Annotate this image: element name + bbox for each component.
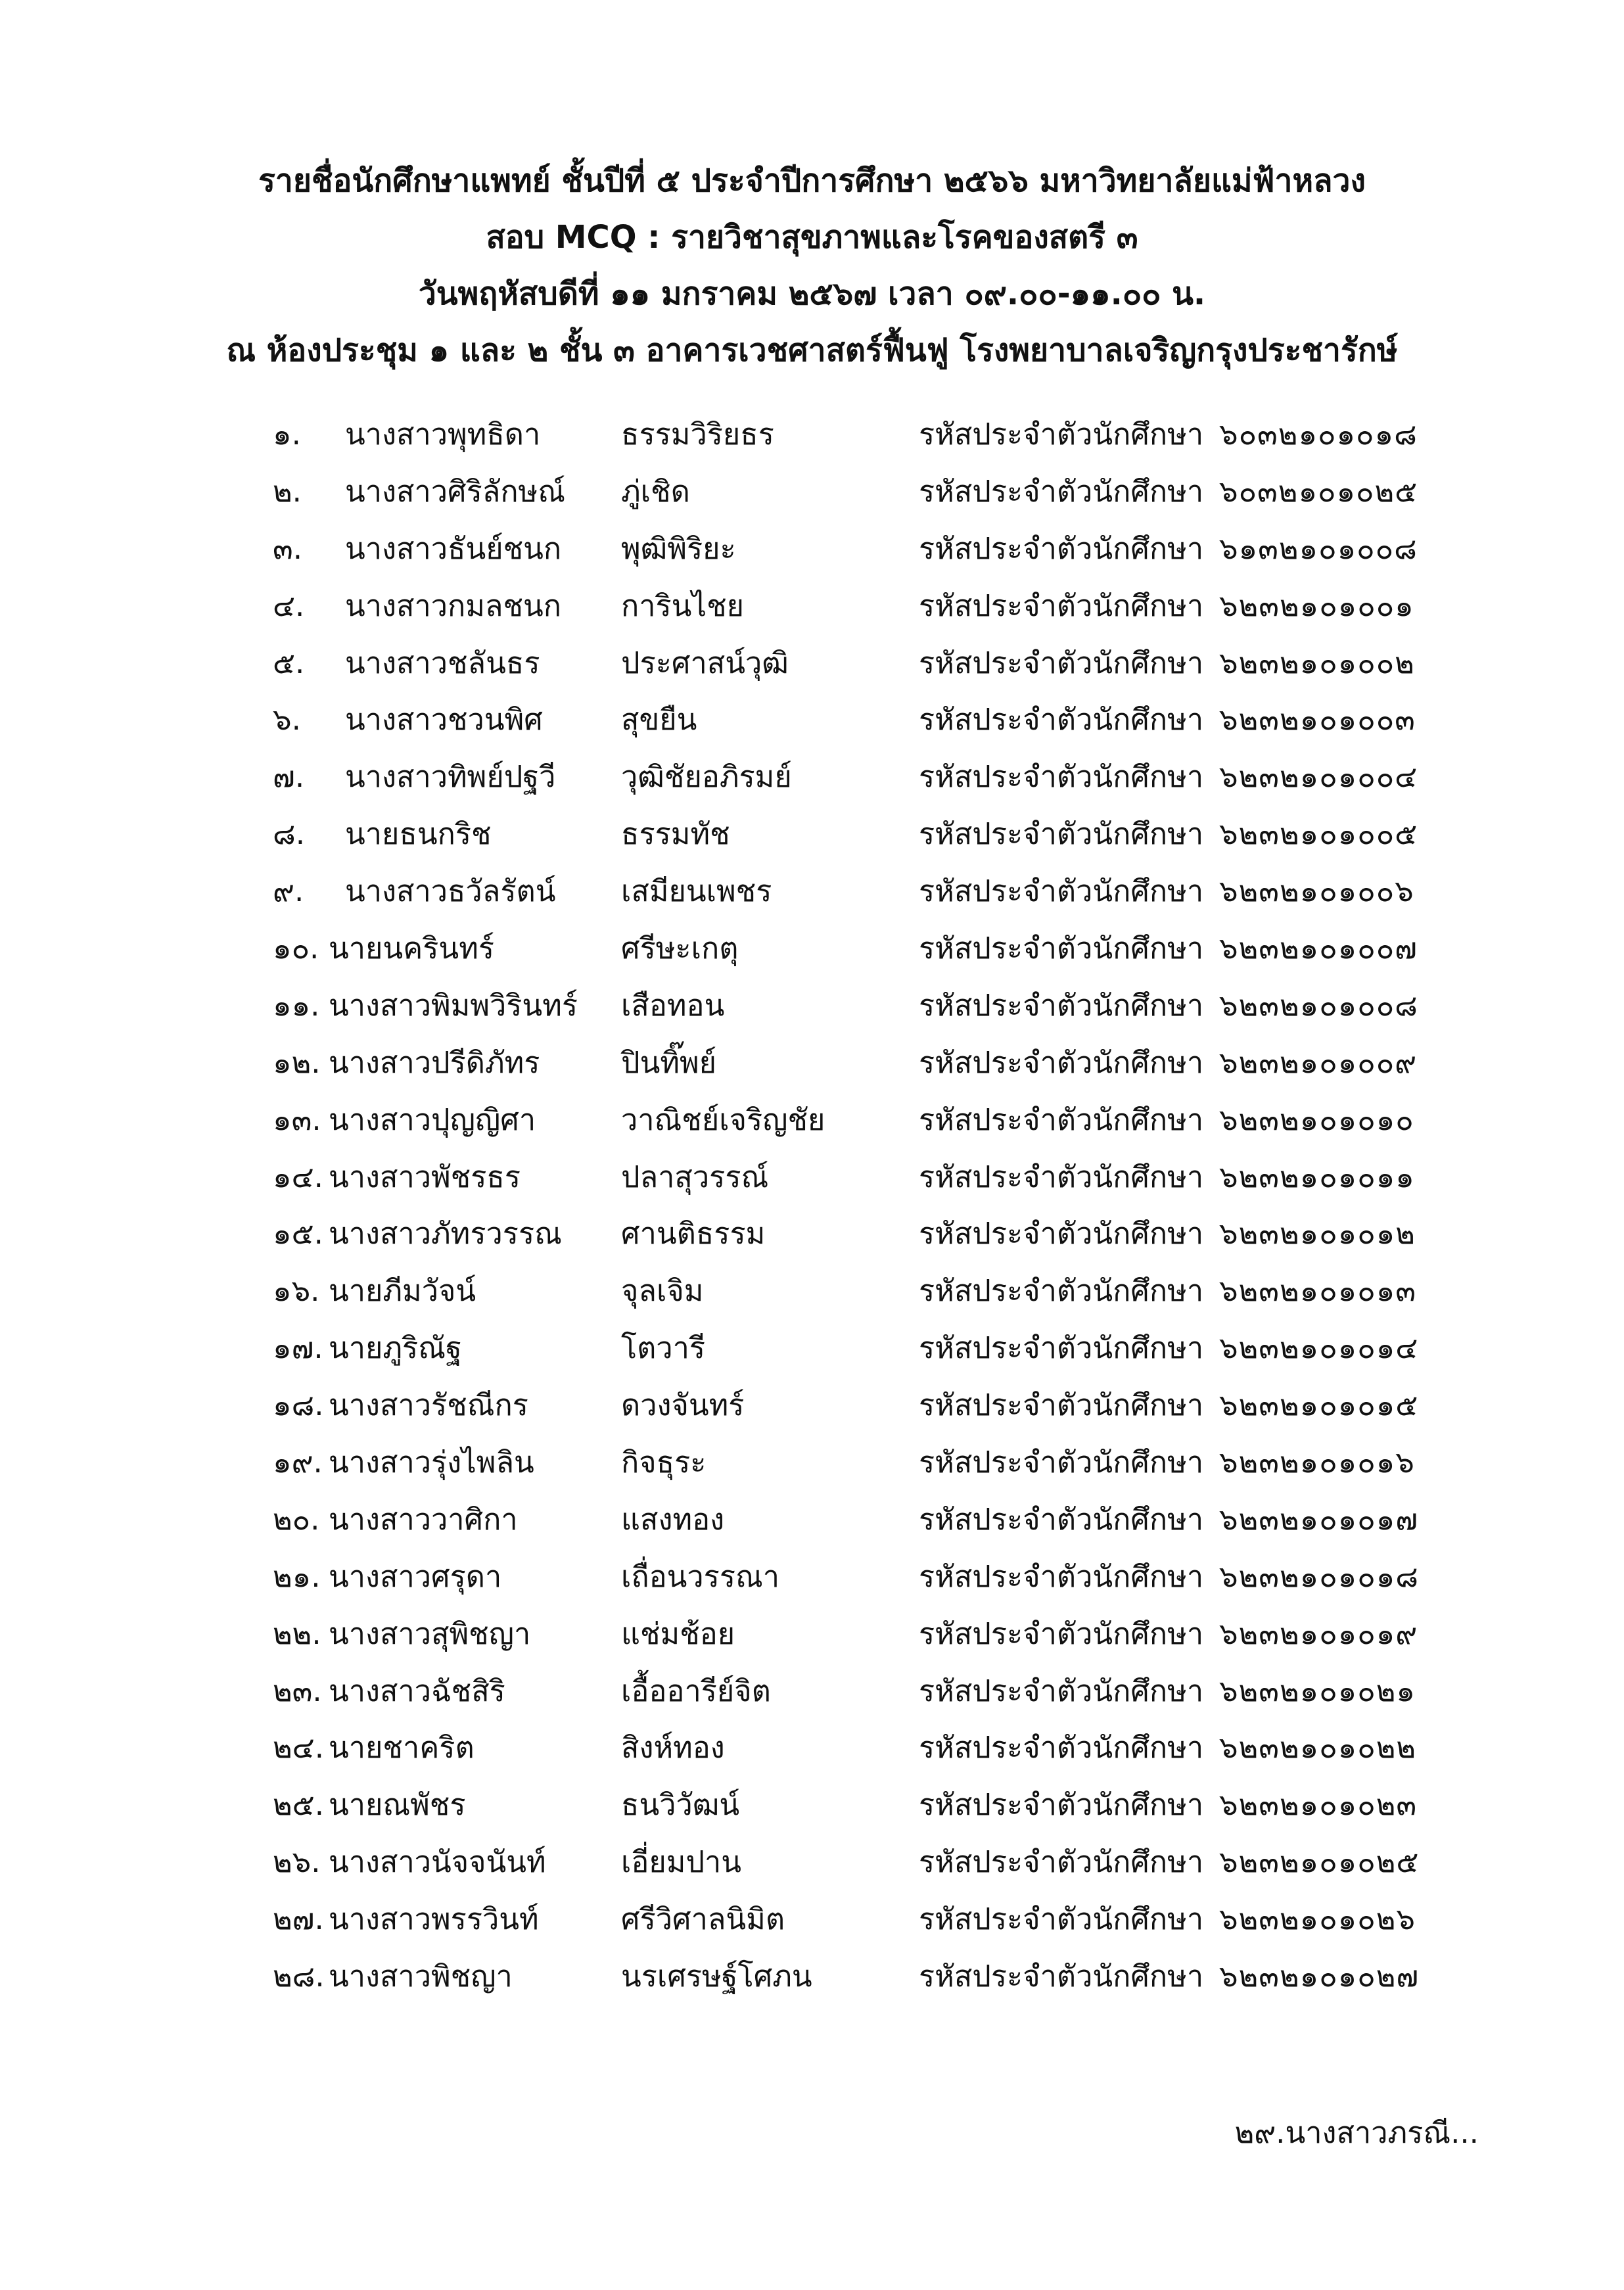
student-code-label: รหัสประจำตัวนักศึกษา <box>919 588 1204 623</box>
student-row <box>0 1606 1624 1663</box>
student-first-name: นางสาวนัจจนันท์ <box>329 1844 546 1880</box>
student-last-name: เอี่ยมปาน <box>621 1844 742 1880</box>
student-row <box>0 920 1624 977</box>
student-row <box>0 749 1624 806</box>
student-last-name: สุขยืน <box>621 702 697 737</box>
student-number: ๒๕. <box>273 1787 325 1823</box>
student-code: ๖๒๓๒๑๐๑๐๑๖ <box>1219 1445 1415 1480</box>
student-code: ๖๒๓๒๑๐๑๐๒๖ <box>1219 1902 1416 1937</box>
student-first-name: นายภีมวัจน์ <box>329 1273 476 1309</box>
student-code-label: รหัสประจำตัวนักศึกษา <box>919 1730 1204 1765</box>
student-row <box>0 1663 1624 1720</box>
document-header <box>0 152 1624 379</box>
student-first-name: นางสาวพุทธิดา <box>345 417 541 452</box>
student-last-name: พุฒิพิริยะ <box>621 530 736 566</box>
student-code: ๖๒๓๒๑๐๑๐๑๒ <box>1219 1216 1416 1251</box>
student-last-name: ปินทิ๊พย์ <box>621 1044 717 1080</box>
student-code: ๖๒๓๒๑๐๑๐๒๒ <box>1219 1730 1417 1765</box>
student-number: ๒๓. <box>273 1673 322 1708</box>
student-code-label: รหัสประจำตัวนักศึกษา <box>919 759 1204 795</box>
student-code: ๖๒๓๒๑๐๑๐๐๓ <box>1219 702 1416 737</box>
student-row <box>0 1434 1624 1491</box>
student-row <box>0 635 1624 692</box>
header-exam-datetime: วันพฤหัสบดีที่ ๑๑ มกราคม ๒๕๖๗ เวลา ๐๙.๐๐-๑๑.๐๐ น. <box>418 275 1206 312</box>
student-last-name: สิงห์ทอง <box>621 1730 725 1765</box>
student-number: ๑๒. <box>273 1044 321 1080</box>
student-number: ๙. <box>273 874 304 909</box>
student-code-label: รหัสประจำตัวนักศึกษา <box>919 931 1204 966</box>
student-code-label: รหัสประจำตัวนักศึกษา <box>919 1558 1204 1594</box>
student-last-name: ศรีวิศาลนิมิต <box>621 1902 785 1937</box>
student-row <box>0 406 1624 463</box>
student-number: ๔. <box>273 588 305 623</box>
student-first-name: นางสาวทิพย์ปฐวี <box>345 759 556 795</box>
student-number: ๑๓. <box>273 1102 321 1137</box>
student-code-label: รหัสประจำตัวนักศึกษา <box>919 1330 1204 1366</box>
student-row <box>0 463 1624 521</box>
student-code: ๖๒๓๒๑๐๑๐๑๗ <box>1219 1501 1419 1537</box>
student-row <box>0 1092 1624 1149</box>
student-row <box>0 578 1624 635</box>
header-exam-location: ณ ห้องประชุม ๑ และ ๒ ชั้น ๓ อาคารเวชศาสตร์ฟื้นฟู โรงพยาบาลเจริญกรุงประชารักษ์ <box>226 332 1398 369</box>
student-code: ๖๒๓๒๑๐๑๐๑๓ <box>1219 1273 1417 1309</box>
student-code: ๖๒๓๒๑๐๑๐๐๖ <box>1219 874 1414 909</box>
student-row <box>0 863 1624 920</box>
student-last-name: เถื่อนวรรณา <box>621 1558 780 1594</box>
student-row <box>0 1549 1624 1606</box>
student-last-name: เสือทอน <box>621 987 725 1023</box>
student-code-label: รหัสประจำตัวนักศึกษา <box>919 1445 1204 1480</box>
student-first-name: นายชาคริต <box>329 1730 475 1765</box>
student-last-name: ธรรมวิริยธร <box>621 417 774 452</box>
student-first-name: นางสาวปุญญิศา <box>329 1102 536 1137</box>
student-number: ๓. <box>273 530 303 566</box>
student-row <box>0 691 1624 749</box>
student-row <box>0 1035 1624 1092</box>
student-code: ๖๒๓๒๑๐๑๐๑๙ <box>1219 1616 1418 1651</box>
student-first-name: นางสาววาศิกา <box>329 1501 518 1537</box>
student-code-label: รหัสประจำตัวนักศึกษา <box>919 1216 1204 1251</box>
student-number: ๑๐. <box>273 931 319 966</box>
student-first-name: นายภูริณัฐ <box>329 1330 462 1366</box>
student-number: ๑. <box>273 417 301 452</box>
student-code: ๖๒๓๒๑๐๑๐๐๔ <box>1219 759 1418 795</box>
student-last-name: แช่มช้อย <box>621 1616 735 1651</box>
student-code-label: รหัสประจำตัวนักศึกษา <box>919 1787 1204 1823</box>
student-code-label: รหัสประจำตัวนักศึกษา <box>919 874 1204 909</box>
student-row <box>0 1377 1624 1434</box>
student-last-name: ศานติธรรม <box>621 1216 766 1251</box>
student-number: ๒๘. <box>273 1959 325 1994</box>
student-last-name: โตวารี <box>621 1330 706 1366</box>
student-first-name: นางสาวปรีดิภัทร <box>329 1044 540 1080</box>
student-code: ๖๒๓๒๑๐๑๐๐๗ <box>1219 931 1418 966</box>
student-number: ๒. <box>273 473 302 509</box>
student-number: ๗. <box>273 759 305 795</box>
student-last-name: ธรรมทัช <box>621 816 730 852</box>
student-number: ๑๖. <box>273 1273 320 1309</box>
student-code-label: รหัสประจำตัวนักศึกษา <box>919 1844 1204 1880</box>
student-row <box>0 977 1624 1035</box>
student-row <box>0 1205 1624 1263</box>
student-code: ๖๒๓๒๑๐๑๐๒๗ <box>1219 1959 1420 1994</box>
student-code: ๖๒๓๒๑๐๑๐๒๓ <box>1219 1787 1418 1823</box>
student-last-name: ภู่เชิด <box>621 473 690 509</box>
student-row <box>0 1948 1624 2005</box>
student-last-name: เสมียนเพชร <box>621 874 772 909</box>
student-code-label: รหัสประจำตัวนักศึกษา <box>919 1044 1204 1080</box>
student-code-label: รหัสประจำตัวนักศึกษา <box>919 1959 1204 1994</box>
student-code: ๖๒๓๒๑๐๑๐๑๘ <box>1219 1558 1419 1594</box>
student-first-name: นางสาวธันย์ชนก <box>345 530 562 566</box>
student-first-name: นางสาวพิมพวิรินทร์ <box>329 987 578 1023</box>
student-number: ๒๔. <box>273 1730 325 1765</box>
student-row <box>0 806 1624 863</box>
student-number: ๑๕. <box>273 1216 323 1251</box>
student-first-name: นางสาวศิริลักษณ์ <box>345 473 565 509</box>
student-number: ๒๖. <box>273 1844 321 1880</box>
student-first-name: นางสาวชวนพิศ <box>345 702 543 737</box>
student-code-label: รหัสประจำตัวนักศึกษา <box>919 816 1204 852</box>
student-last-name: เอื้ออารีย์จิต <box>621 1673 771 1708</box>
student-code: ๖๒๓๒๑๐๑๐๑๑ <box>1219 1159 1415 1194</box>
student-row <box>0 1491 1624 1549</box>
student-code: ๖๐๓๒๑๐๑๐๒๕ <box>1219 473 1418 509</box>
student-code: ๖๒๓๒๑๐๑๐๑๐ <box>1219 1102 1414 1137</box>
student-row <box>0 1777 1624 1834</box>
student-code-label: รหัสประจำตัวนักศึกษา <box>919 1616 1204 1651</box>
student-number: ๒๒. <box>273 1616 321 1651</box>
student-first-name: นางสาวพรรวินท์ <box>329 1902 539 1937</box>
student-last-name: ปลาสุวรรณ์ <box>621 1159 769 1194</box>
student-number: ๑๔. <box>273 1159 323 1194</box>
student-first-name: นางสาวภัทรวรรณ <box>329 1216 562 1251</box>
student-code: ๖๒๓๒๑๐๑๐๐๕ <box>1219 816 1418 852</box>
student-code: ๖๐๓๒๑๐๑๐๑๘ <box>1219 417 1418 452</box>
student-code-label: รหัสประจำตัวนักศึกษา <box>919 1388 1204 1423</box>
student-number: ๒๗. <box>273 1902 324 1937</box>
student-first-name: นายนครินทร์ <box>329 931 495 966</box>
header-title: รายชื่อนักศึกษาแพทย์ ชั้นปีที่ ๕ ประจำปีการศึกษา ๒๕๖๖ มหาวิทยาลัยแม่ฟ้าหลวง <box>258 162 1366 199</box>
student-last-name: ประศาสน์วุฒิ <box>621 645 789 680</box>
student-first-name: นางสาวรุ่งไพลิน <box>329 1445 534 1480</box>
student-code: ๖๒๓๒๑๐๑๐๒๑ <box>1219 1673 1416 1708</box>
student-number: ๒๑. <box>273 1558 321 1594</box>
student-first-name: นางสาวชลันธร <box>345 645 540 680</box>
student-first-name: นางสาวพัชรธร <box>329 1159 521 1194</box>
student-code: ๖๒๓๒๑๐๑๐๐๒ <box>1219 645 1415 680</box>
student-first-name: นางสาวกมลชนก <box>345 588 562 623</box>
student-last-name: จุลเจิม <box>621 1273 704 1309</box>
student-last-name: ดวงจันทร์ <box>621 1388 745 1423</box>
header-exam-subject: สอบ MCQ : รายวิชาสุขภาพและโรคของสตรี ๓ <box>486 219 1138 256</box>
student-row <box>0 1891 1624 1948</box>
student-number: ๑๗. <box>273 1330 323 1366</box>
student-list <box>0 406 1624 2005</box>
student-code-label: รหัสประจำตัวนักศึกษา <box>919 1673 1204 1708</box>
student-row <box>0 521 1624 578</box>
student-last-name: กิจธุระ <box>621 1445 707 1480</box>
student-first-name: นางสาวธวัลรัตน์ <box>345 874 556 909</box>
student-number: ๖. <box>273 702 301 737</box>
student-code: ๖๒๓๒๑๐๑๐๑๕ <box>1219 1388 1419 1423</box>
student-row <box>0 1719 1624 1777</box>
student-number: ๑๘. <box>273 1388 324 1423</box>
student-code: ๖๒๓๒๑๐๑๐๐๑ <box>1219 588 1414 623</box>
student-last-name: นรเศรษฐ์โศภน <box>621 1959 812 1994</box>
student-first-name: นางสาวฉัชสิริ <box>329 1673 505 1708</box>
student-code-label: รหัสประจำตัวนักศึกษา <box>919 987 1204 1023</box>
student-first-name: นางสาวสุพิชญา <box>329 1616 531 1651</box>
student-row <box>0 1263 1624 1320</box>
student-last-name: วุฒิชัยอภิรมย์ <box>621 759 792 795</box>
student-last-name: ธนวิวัฒน์ <box>621 1787 740 1823</box>
student-code-label: รหัสประจำตัวนักศึกษา <box>919 645 1204 680</box>
student-code-label: รหัสประจำตัวนักศึกษา <box>919 473 1204 509</box>
student-code-label: รหัสประจำตัวนักศึกษา <box>919 702 1204 737</box>
student-number: ๒๐. <box>273 1501 320 1537</box>
student-number: ๑๙. <box>273 1445 323 1480</box>
continuation-note: ๒๙.นางสาวภรณี... <box>1234 2115 1479 2150</box>
student-row <box>0 1320 1624 1377</box>
student-first-name: นางสาวพิชญา <box>329 1959 513 1994</box>
student-number: ๕. <box>273 645 305 680</box>
student-code-label: รหัสประจำตัวนักศึกษา <box>919 530 1204 566</box>
student-number: ๘. <box>273 816 306 852</box>
student-code-label: รหัสประจำตัวนักศึกษา <box>919 1902 1204 1937</box>
student-first-name: นายธนกริช <box>345 816 492 852</box>
student-code: ๖๑๓๒๑๐๑๐๐๘ <box>1219 530 1418 566</box>
student-code: ๖๒๓๒๑๐๑๐๐๘ <box>1219 987 1418 1023</box>
student-code-label: รหัสประจำตัวนักศึกษา <box>919 1159 1204 1194</box>
student-first-name: นางสาวรัชณีกร <box>329 1388 528 1423</box>
student-row <box>0 1834 1624 1891</box>
student-row <box>0 1149 1624 1206</box>
student-code-label: รหัสประจำตัวนักศึกษา <box>919 417 1204 452</box>
student-code-label: รหัสประจำตัวนักศึกษา <box>919 1501 1204 1537</box>
student-number: ๑๑. <box>273 987 320 1023</box>
student-last-name: ศรีษะเกตุ <box>621 931 739 966</box>
student-last-name: การินไชย <box>621 588 744 623</box>
student-code: ๖๒๓๒๑๐๑๐๐๙ <box>1219 1044 1418 1080</box>
student-code-label: รหัสประจำตัวนักศึกษา <box>919 1102 1204 1137</box>
student-code-label: รหัสประจำตัวนักศึกษา <box>919 1273 1204 1309</box>
student-last-name: แสงทอง <box>621 1501 725 1537</box>
student-first-name: นางสาวศรุดา <box>329 1558 502 1594</box>
student-code: ๖๒๓๒๑๐๑๐๑๔ <box>1219 1330 1419 1366</box>
student-first-name: นายณพัชร <box>329 1787 466 1823</box>
student-code: ๖๒๓๒๑๐๑๐๒๕ <box>1219 1844 1420 1880</box>
student-last-name: วาณิชย์เจริญชัย <box>621 1102 825 1137</box>
